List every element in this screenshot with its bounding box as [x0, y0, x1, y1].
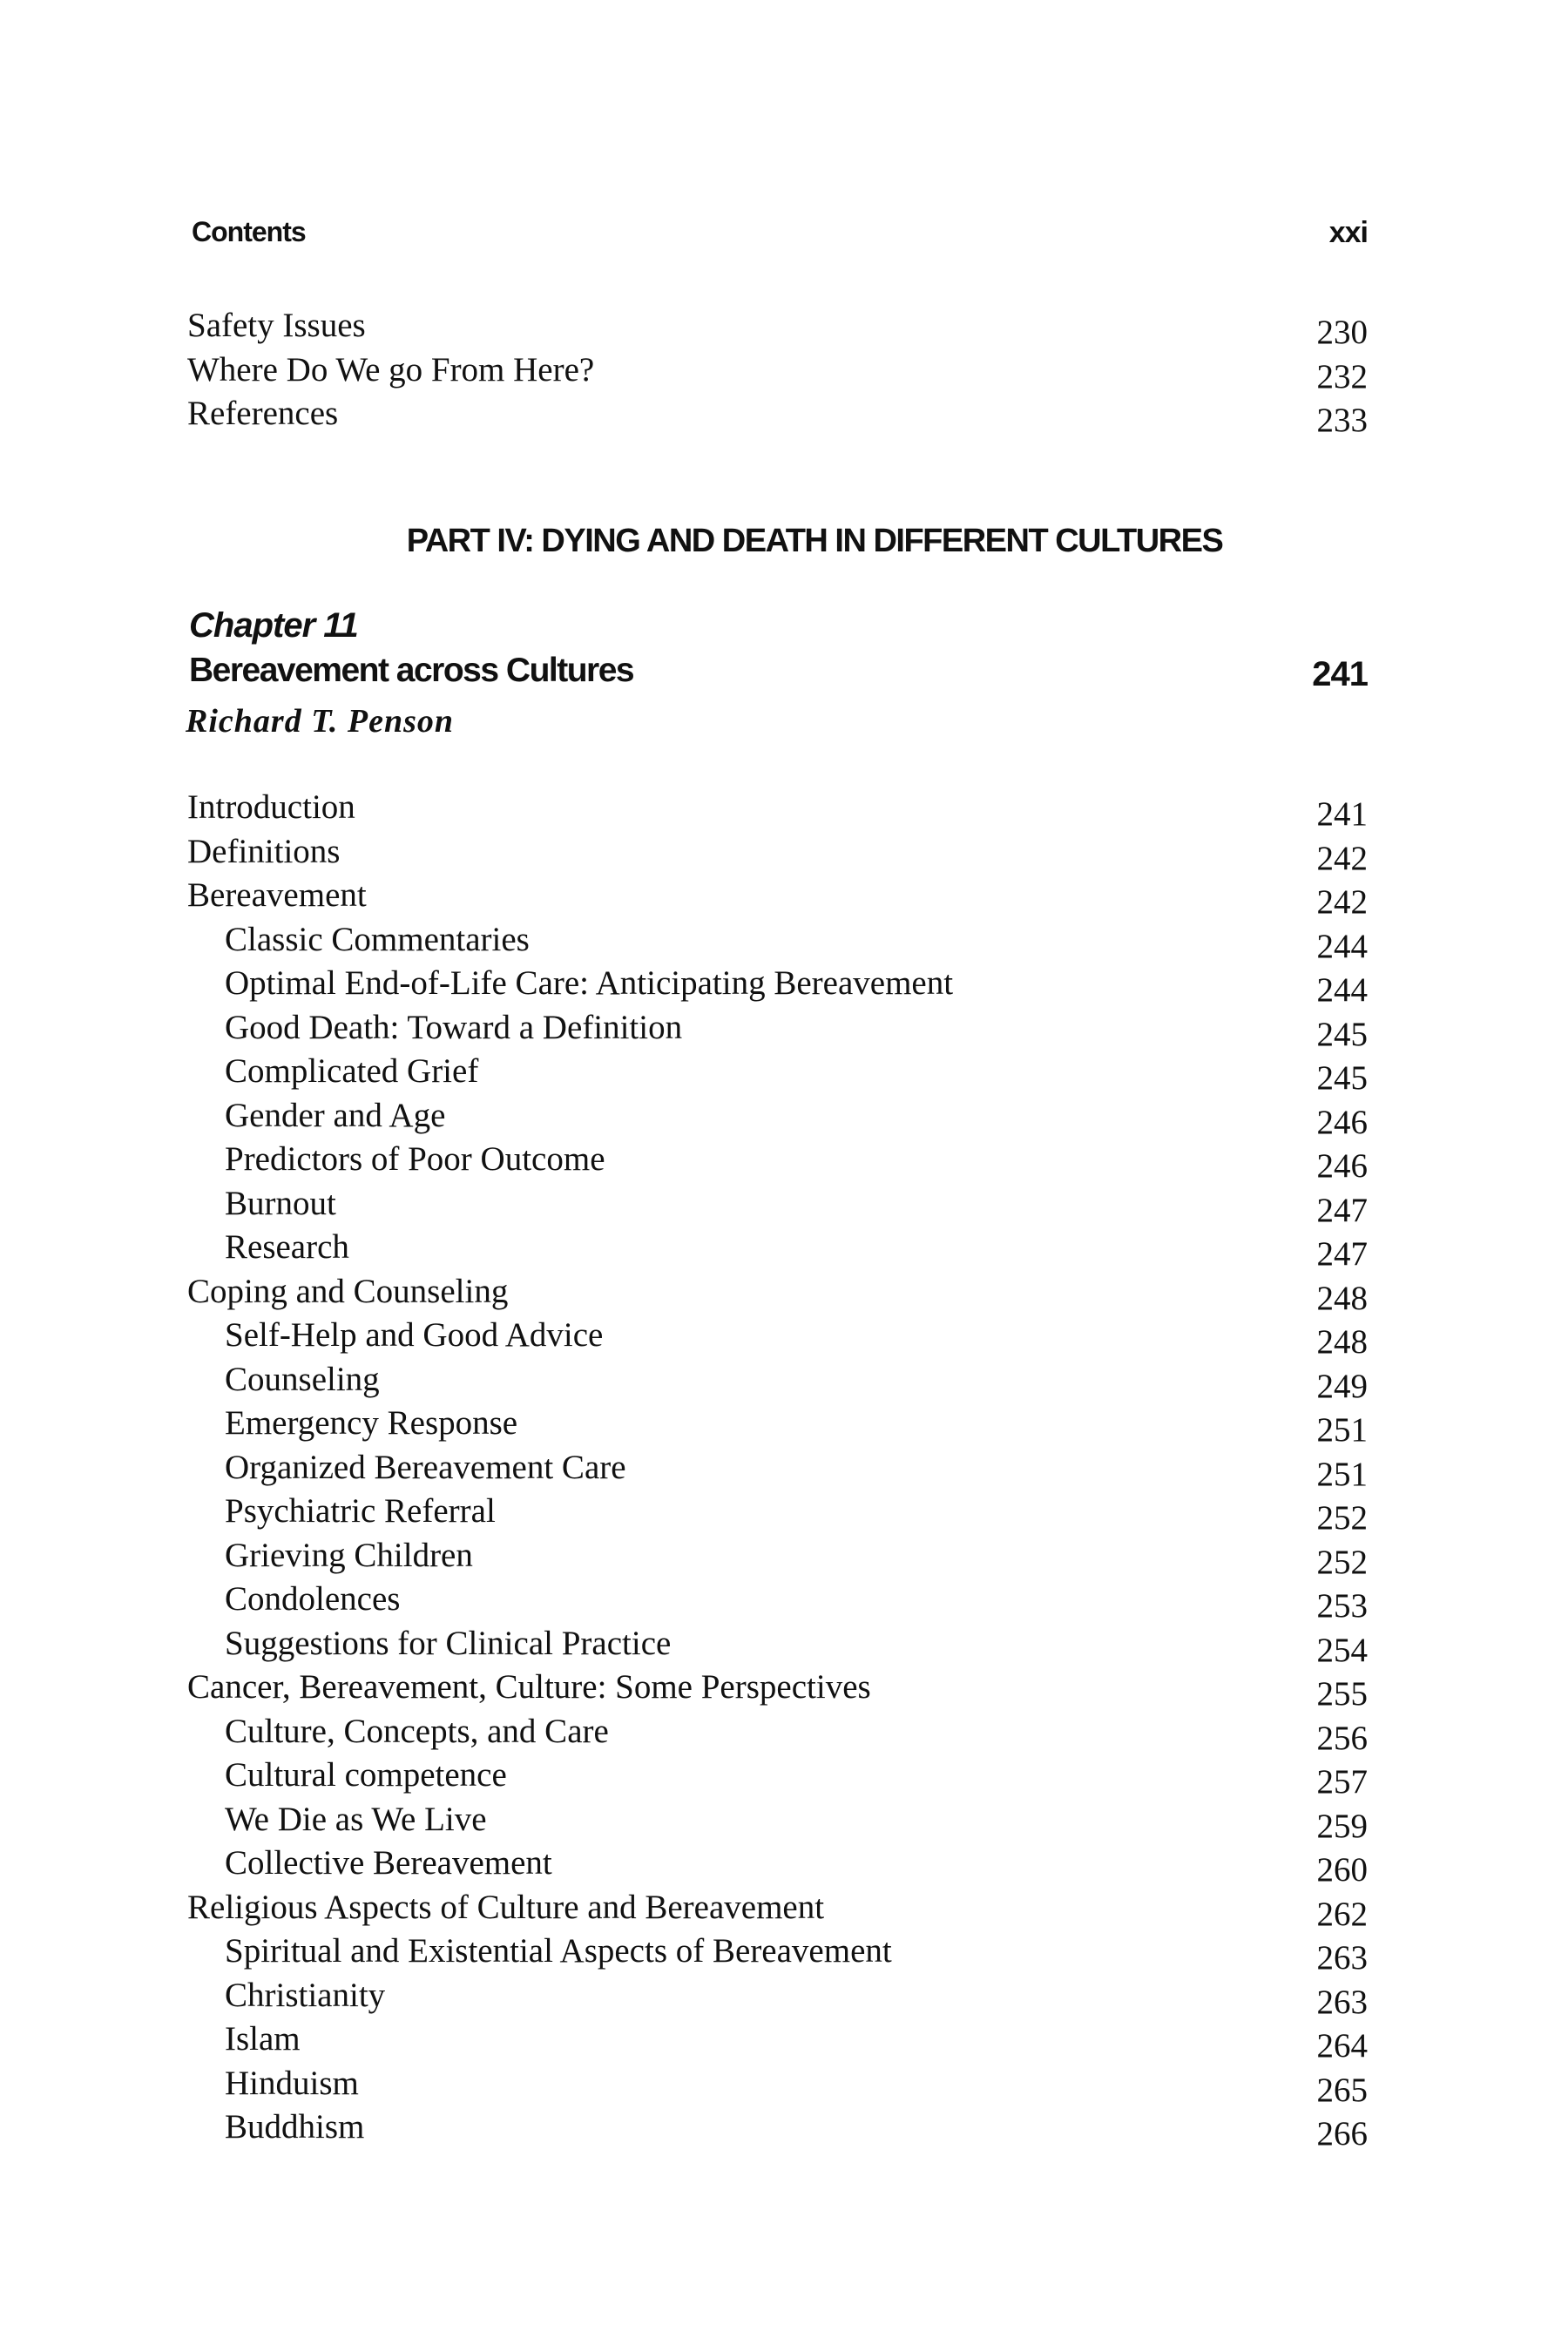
toc-entry-label: Coping and Counseling — [187, 1272, 509, 1310]
toc-entry — [187, 833, 1368, 877]
toc-entry-label: Culture, Concepts, and Care — [225, 1712, 609, 1750]
toc-entry — [187, 1185, 1368, 1229]
toc-entry-label: Predictors of Poor Outcome — [225, 1140, 605, 1178]
toc-entry-page: 251 — [1316, 1411, 1368, 1449]
toc-entry — [187, 2108, 1368, 2153]
toc-entry — [187, 1977, 1368, 2021]
toc-entry-label: Buddhism — [225, 2108, 365, 2146]
toc-entry — [187, 1404, 1368, 1449]
toc-entry-page: 264 — [1316, 2027, 1368, 2065]
toc-entry-label: Collective Bereavement — [225, 1844, 552, 1882]
toc-entry-label: Organized Bereavement Care — [225, 1448, 626, 1486]
toc-entry-label: Definitions — [187, 832, 341, 870]
toc-entry-label: Optimal End-of-Life Care: Anticipating Bereavement — [225, 964, 954, 1002]
toc-entry-page: 251 — [1316, 1455, 1368, 1493]
toc-top-entries — [187, 307, 1368, 439]
toc-entry-page: 245 — [1316, 1015, 1368, 1053]
toc-entry — [187, 1052, 1368, 1097]
toc-entry-page: 242 — [1316, 883, 1368, 921]
toc-entry — [187, 351, 1368, 395]
toc-entry-page: 252 — [1316, 1543, 1368, 1581]
toc-entry — [187, 964, 1368, 1009]
toc-entry-label: Suggestions for Clinical Practice — [225, 1624, 672, 1662]
running-head-page-number: xxi — [1328, 216, 1368, 249]
toc-entry-page: 248 — [1316, 1323, 1368, 1361]
chapter-title: Bereavement across Cultures — [189, 652, 634, 689]
toc-entry-page: 255 — [1316, 1675, 1368, 1713]
running-head-title: Contents — [192, 216, 306, 247]
toc-entry-label: Psychiatric Referral — [225, 1492, 496, 1530]
toc-entry-label: Bereavement — [187, 876, 367, 914]
toc-entry-page: 259 — [1316, 1807, 1368, 1845]
toc-entry-label: Hinduism — [225, 2064, 359, 2102]
toc-entry-page: 247 — [1316, 1235, 1368, 1273]
chapter-label: Chapter 11 — [189, 606, 358, 645]
toc-entry — [187, 1097, 1368, 1141]
chapter-page-number: 241 — [1312, 655, 1368, 693]
toc-entry-label: Self-Help and Good Advice — [225, 1316, 604, 1354]
toc-entry-page: 266 — [1316, 2115, 1368, 2153]
toc-entry-label: Where Do We go From Here? — [187, 350, 595, 389]
toc-entry-page: 257 — [1316, 1763, 1368, 1801]
toc-entry-page: 232 — [1316, 357, 1368, 395]
toc-entry-label: Counseling — [225, 1360, 380, 1398]
running-head — [192, 216, 1368, 260]
toc-entry-page: 247 — [1316, 1191, 1368, 1229]
toc-entry — [187, 1713, 1368, 1757]
toc-entry-page: 246 — [1316, 1147, 1368, 1185]
toc-entry-page: 265 — [1316, 2071, 1368, 2109]
toc-entry-page: 263 — [1316, 1983, 1368, 2021]
toc-entry-label: Religious Aspects of Culture and Bereavement — [187, 1888, 825, 1926]
toc-entry-page: 241 — [1316, 795, 1368, 833]
toc-entry — [187, 1844, 1368, 1889]
toc-entry — [187, 1361, 1368, 1405]
toc-entry-page: 262 — [1316, 1895, 1368, 1933]
toc-entry — [187, 1009, 1368, 1053]
toc-entry-page: 242 — [1316, 839, 1368, 877]
toc-entry-page: 233 — [1316, 402, 1368, 439]
toc-entry-label: Cultural competence — [225, 1756, 507, 1794]
toc-entry-label: Classic Commentaries — [225, 920, 530, 958]
toc-entry — [187, 1668, 1368, 1713]
toc-entry — [187, 788, 1368, 833]
toc-entry-label: Grieving Children — [225, 1536, 473, 1574]
toc-chapter-entries — [187, 788, 1368, 2153]
toc-entry — [187, 921, 1368, 965]
toc-entry-label: Islam — [225, 2020, 301, 2058]
toc-entry-page: 256 — [1316, 1719, 1368, 1757]
toc-entry-label: References — [187, 395, 339, 432]
part-heading: PART IV: DYING AND DEATH IN DIFFERENT CULTURES — [406, 523, 1223, 559]
toc-entry-label: Christianity — [225, 1976, 386, 2014]
toc-entry-page: 248 — [1316, 1279, 1368, 1317]
toc-entry-label: Research — [225, 1228, 349, 1266]
toc-entry — [187, 1492, 1368, 1537]
toc-entry-page: 260 — [1316, 1851, 1368, 1889]
toc-entry-label: Emergency Response — [225, 1404, 518, 1442]
toc-entry-page: 245 — [1316, 1059, 1368, 1097]
toc-entry — [187, 1625, 1368, 1669]
toc-entry — [187, 1273, 1368, 1317]
toc-entry — [187, 1932, 1368, 1977]
toc-entry — [187, 1889, 1368, 1933]
toc-entry-label: Good Death: Toward a Definition — [225, 1008, 683, 1046]
toc-entry-label: Complicated Grief — [225, 1052, 479, 1090]
toc-entry — [187, 1316, 1368, 1361]
toc-entry — [187, 2065, 1368, 2109]
toc-entry — [187, 1801, 1368, 1845]
toc-entry-page: 249 — [1316, 1367, 1368, 1405]
toc-entry — [187, 307, 1368, 351]
toc-entry-label: Gender and Age — [225, 1096, 446, 1134]
toc-entry-page: 252 — [1316, 1499, 1368, 1537]
toc-entry — [187, 1140, 1368, 1185]
toc-entry-label: Safety Issues — [187, 307, 366, 344]
toc-entry — [187, 1537, 1368, 1581]
toc-entry-page: 244 — [1316, 971, 1368, 1009]
toc-entry-label: Cancer, Bereavement, Culture: Some Perspectives — [187, 1668, 871, 1706]
toc-entry — [187, 2020, 1368, 2065]
toc-entry-page: 253 — [1316, 1587, 1368, 1625]
toc-entry-label: We Die as We Live — [225, 1800, 487, 1838]
toc-entry-label: Burnout — [225, 1184, 336, 1222]
toc-entry-label: Introduction — [187, 788, 355, 826]
toc-entry — [187, 876, 1368, 921]
toc-entry — [187, 1580, 1368, 1625]
toc-entry-label: Condolences — [225, 1580, 401, 1618]
toc-entry-page: 254 — [1316, 1631, 1368, 1669]
toc-entry-page: 246 — [1316, 1103, 1368, 1141]
toc-entry-page: 230 — [1316, 314, 1368, 351]
toc-entry — [187, 395, 1368, 439]
toc-entry-page: 244 — [1316, 927, 1368, 965]
toc-entry-label: Spiritual and Existential Aspects of Bereavement — [225, 1932, 892, 1970]
toc-entry — [187, 1228, 1368, 1273]
toc-entry-page: 263 — [1316, 1939, 1368, 1977]
chapter-author: Richard T. Penson — [186, 703, 455, 740]
toc-entry — [187, 1756, 1368, 1801]
toc-entry — [187, 1449, 1368, 1493]
